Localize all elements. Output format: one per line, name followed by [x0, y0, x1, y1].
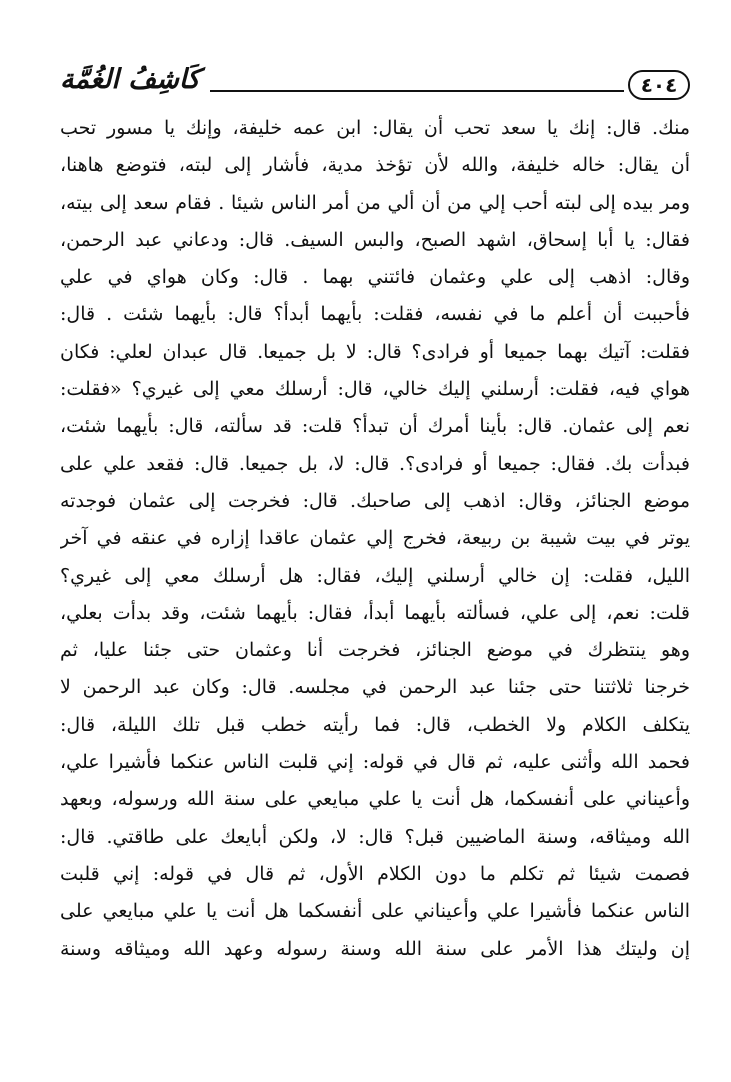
- text-line: الليل، فقلت: إن خالي أرسلني إليك، فقال: هل أرسلك معي إلى غيري؟: [60, 564, 690, 587]
- body-text: [60, 110, 690, 1070]
- text-line: وهو ينتظرك في موضع الجنائز، فخرجت أنا وعثمان حتى جئنا عليا، ثم: [60, 639, 690, 662]
- text-line: منك. قال: إنك يا سعد تحب أن يقال: ابن عمه خليفة، وإنك يا مسور تحب: [60, 117, 690, 139]
- text-line: فبدأت بك. فقال: جميعا أو فرادى؟. قال: لا، بل جميعا. قال: فقعد علي على: [60, 452, 690, 475]
- text-line: قلت: نعم، إلى علي، فسألته بأيهما أبدأ، فقال: بأيهما شئت، وقد بدأت بعلي،: [60, 601, 690, 624]
- text-line: فقال: يا أبا إسحاق، اشهد الصبح، والبس السيف. قال: ودعاني عبد الرحمن،: [60, 228, 690, 251]
- text-line: يتكلف الكلام ولا الخطب، قال: فما رأيته خطب قبل تلك الليلة، قال:: [60, 713, 690, 736]
- text-line: أن يقال: خاله خليفة، والله لأن تؤخذ مدية، فأشار إلى لبته، فتوضع هاهنا،: [60, 154, 690, 177]
- text-line: فحمد الله وأثنى عليه، ثم قال في قوله: إني قلبت الناس عنكما فأشيرا علي،: [60, 751, 690, 774]
- text-line: يوتر في بيت شيبة بن ربيعة، فخرج إلي عثمان عاقدا إزاره في عنقه في آخر: [60, 527, 690, 550]
- text-line: موضع الجنائز، وقال: اذهب إلى صاحبك. قال: فخرجت إلى عثمان فوجدته: [60, 489, 690, 512]
- header-rule: [210, 90, 624, 92]
- text-line: هواي فيه، فقلت: أرسلني إليك خالي، قال: أرسلك معي إلى غيري؟ «فقلت:: [60, 378, 690, 401]
- text-line: إن وليتك هذا الأمر على سنة الله وسنة رسوله وعهد الله وميثاقه وسنة: [60, 937, 690, 960]
- book-title: كَاشِفُ الغُمَّة: [60, 64, 200, 95]
- page-header: [60, 62, 690, 106]
- text-line: الله وميثاقه، وسنة الماضيين قبل؟ قال: لا، ولكن أبايعك على طاقتي. قال:: [60, 825, 690, 848]
- text-line: فصمت شيئا ثم تكلم ما دون الكلام الأول، ثم قال في قوله: إني قلبت: [60, 862, 690, 885]
- page-number: [628, 70, 690, 100]
- text-line: فقلت: آتيك بهما جميعا أو فرادى؟ قال: لا بل جميعا. قال عبدان لعلي: فكان: [60, 340, 690, 363]
- text-line: فأحببت أن أعلم ما في نفسه، فقلت: بأيهما أبدأ؟ قال: بأيهما شئت . قال:: [60, 303, 690, 326]
- text-line: نعم إلى عثمان. قال: بأينا أمرك أن تبدأ؟ قلت: قد سألته، قال: بأيهما شئت،: [60, 415, 690, 438]
- text-line: ومر بيده إلى لبته أحب إلي من أن ألي من أمر الناس شيئا . فقام سعد إلى بيته،: [60, 191, 690, 214]
- text-line: وأعيناني على أنفسكما، هل أنت يا علي مبايعي على سنة الله ورسوله، وبعهد: [60, 788, 690, 811]
- page-number-text: ٤٠٤: [640, 73, 678, 97]
- text-line: خرجنا ثلاثتنا حتى جئنا عبد الرحمن في مجلسه. قال: وكان عبد الرحمن لا: [60, 676, 690, 699]
- text-line: وقال: اذهب إلى علي وعثمان فائتني بهما . قال: وكان هواي في علي: [60, 266, 690, 289]
- text-line: الناس عنكما فأشيرا علي وأعيناني على أنفسكما هل أنت يا علي مبايعي على: [60, 900, 690, 923]
